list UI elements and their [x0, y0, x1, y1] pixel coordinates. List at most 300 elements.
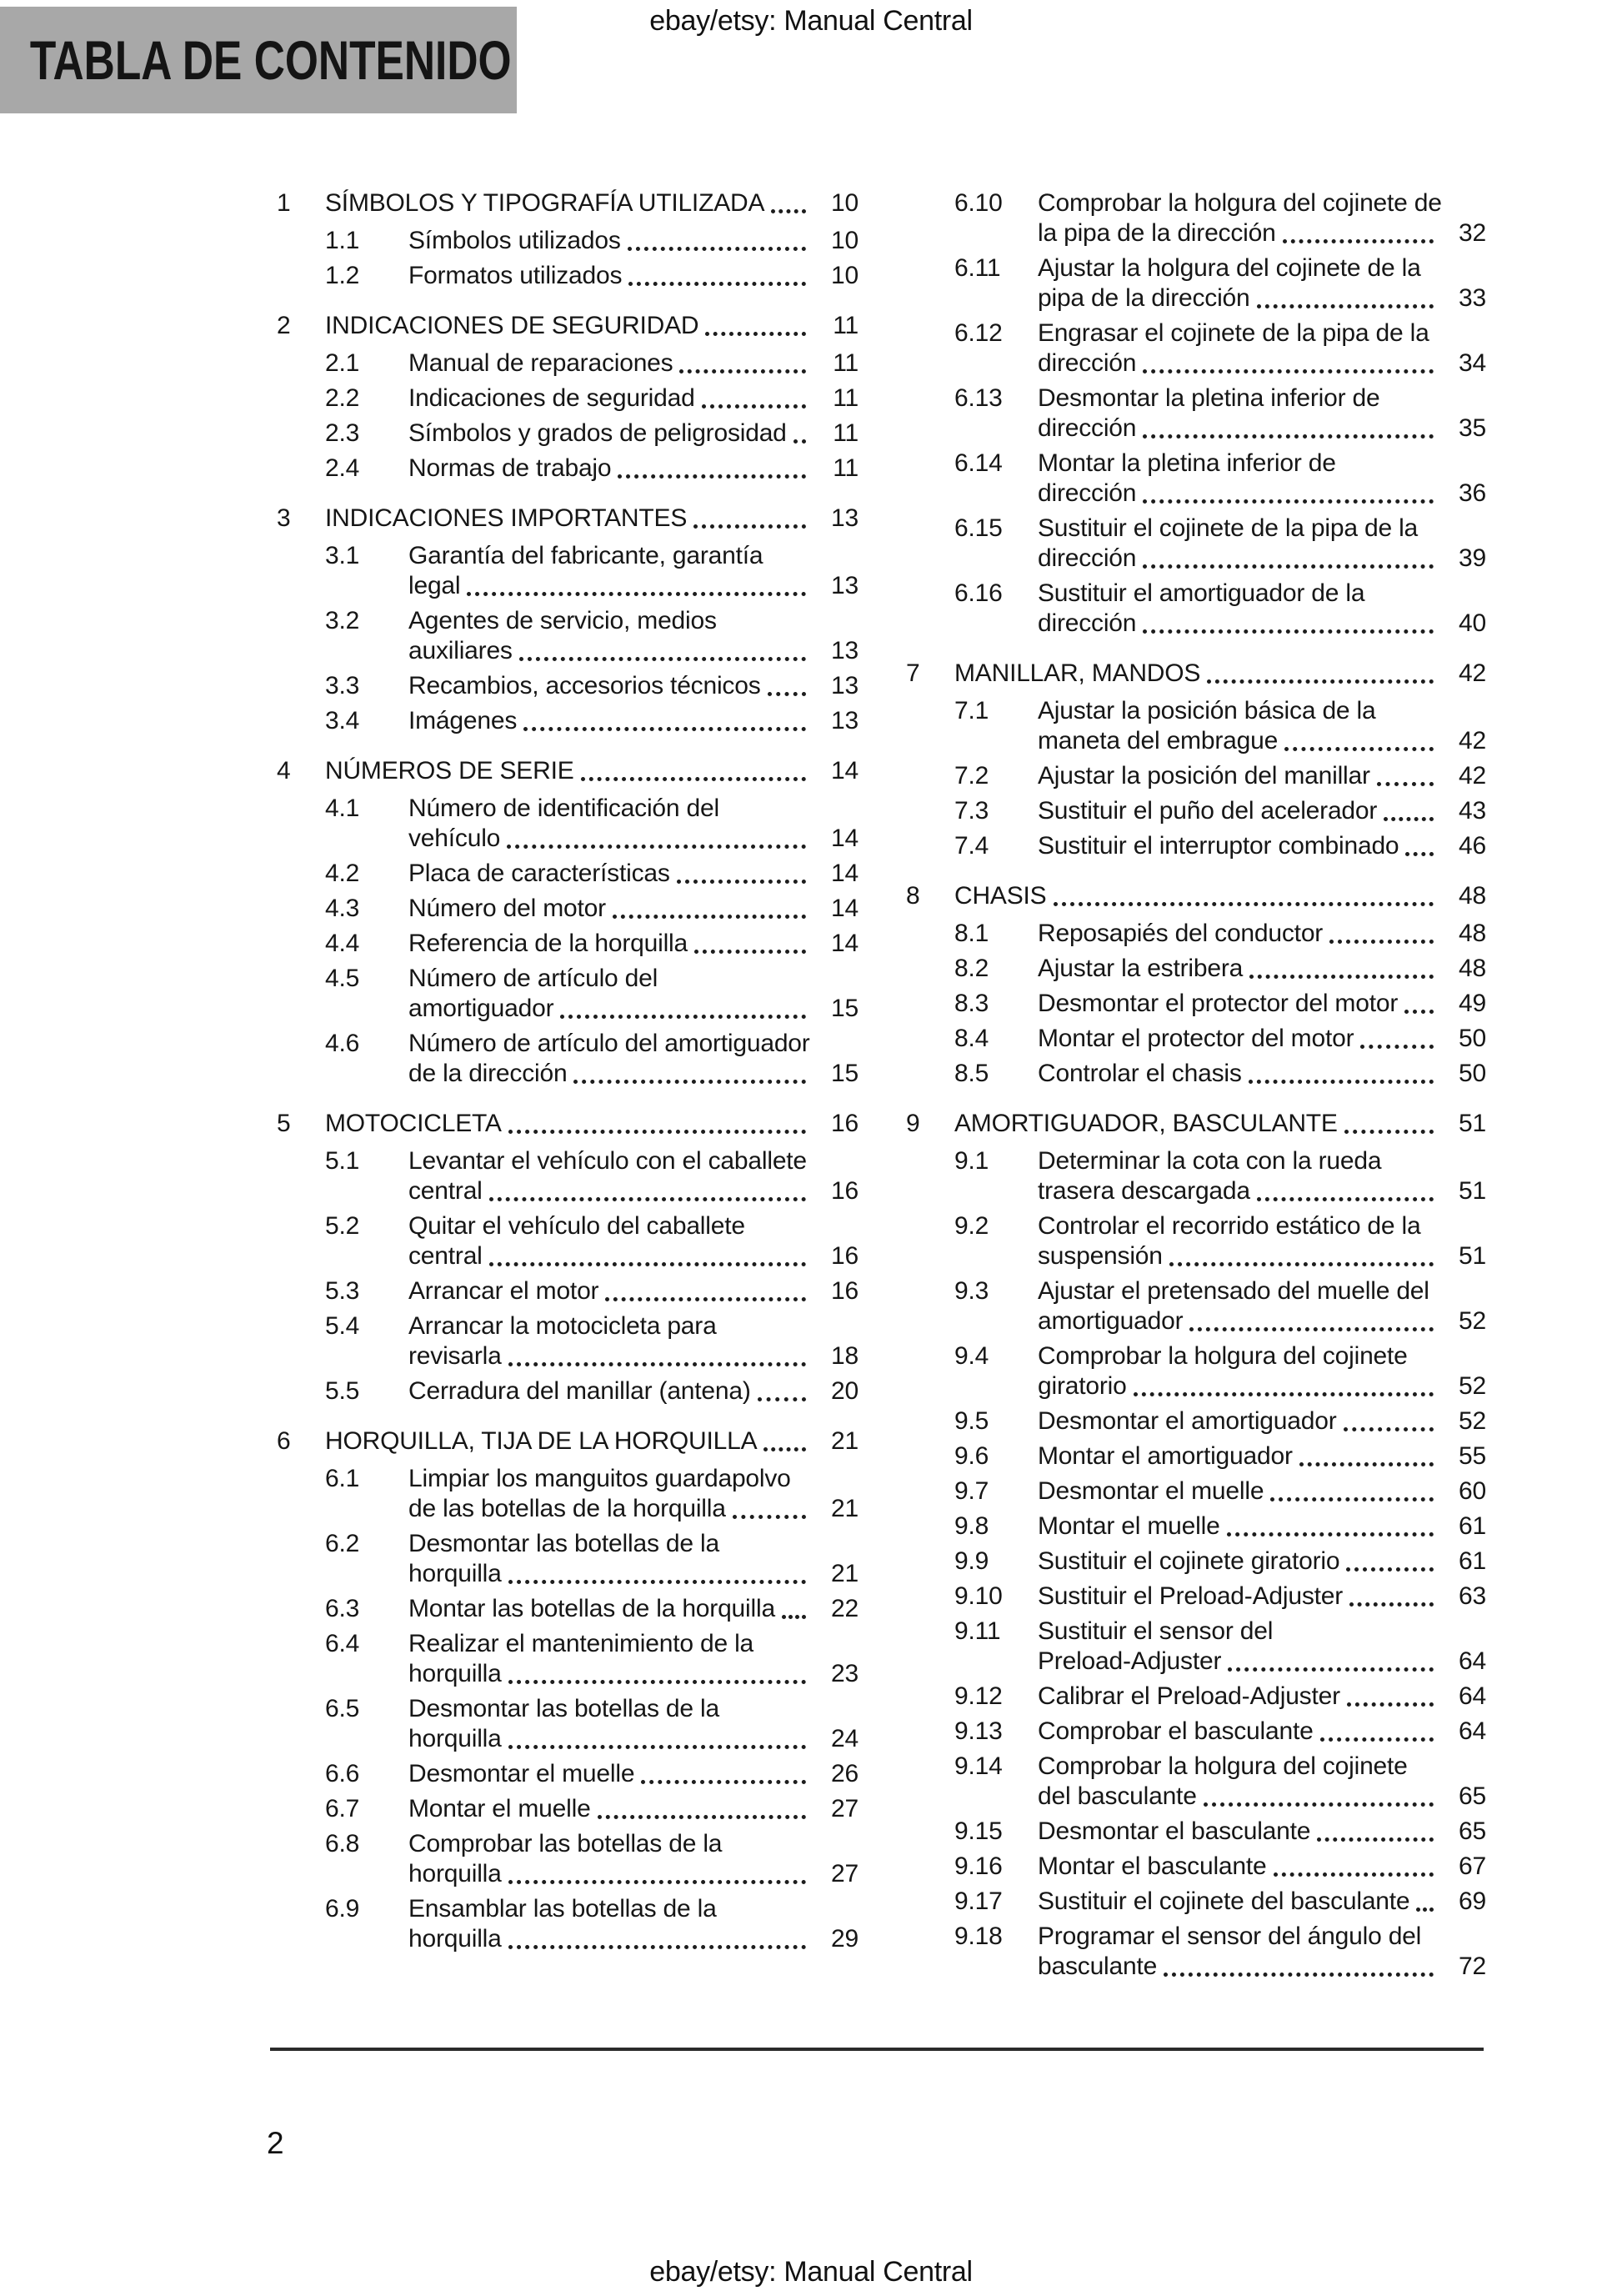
toc-entry-number: 2.2 — [325, 384, 360, 412]
footer-page-number: 2 — [267, 2126, 284, 2160]
toc-entry-number: 2.4 — [325, 454, 360, 482]
toc-entry-number: 9.10 — [954, 1582, 1003, 1610]
toc-sub-entry — [954, 696, 1486, 756]
toc-sub-entry — [325, 859, 859, 889]
toc-entry-text: Desmontar las botellas de la — [408, 1695, 719, 1722]
toc-entry-number: 3.2 — [325, 607, 360, 634]
toc-page-number: 11 — [833, 312, 859, 339]
toc-sub-entry — [954, 1211, 1486, 1271]
toc-entry-number: 9.4 — [954, 1342, 989, 1370]
toc-page-number: 29 — [831, 1925, 859, 1953]
toc-entry-text: Programar el sensor del ángulo del — [1038, 1923, 1422, 1950]
toc-page-number: 13 — [831, 572, 859, 599]
toc-entry-text: Número del motor — [408, 895, 606, 922]
toc-page-number: 51 — [1459, 1242, 1486, 1270]
dot-leader — [1054, 881, 1434, 906]
toc-page-number: 24 — [831, 1725, 859, 1752]
toc-entry-number: 4 — [277, 757, 291, 785]
toc-page-number: 10 — [831, 189, 859, 217]
toc-entry-text: de las botellas de la horquilla — [408, 1495, 726, 1522]
toc-entry-number: 1.1 — [325, 227, 360, 254]
toc-sub-entry — [954, 1817, 1486, 1847]
toc-entry-number: 5.5 — [325, 1377, 360, 1405]
toc-entry-number: 8.1 — [954, 920, 989, 947]
toc-entry-text: auxiliares — [408, 637, 513, 664]
page-heading: TABLA DE CONTENIDO — [29, 29, 512, 91]
dot-leader — [1360, 1024, 1434, 1049]
toc-page-number: 64 — [1459, 1647, 1486, 1675]
toc-entry-text: del basculante — [1038, 1782, 1197, 1810]
dot-leader — [793, 419, 806, 444]
toc-entry-text: Calibrar el Preload-Adjuster — [1038, 1682, 1340, 1710]
toc-entry-text: AMORTIGUADOR, BASCULANTE — [954, 1110, 1338, 1137]
dot-leader — [1377, 761, 1434, 786]
toc-entry-text: INDICACIONES DE SEGURIDAD — [325, 312, 699, 339]
toc-sub-entry — [325, 1594, 859, 1624]
toc-entry-text: Preload-Adjuster — [1038, 1647, 1222, 1675]
toc-entry-text: Comprobar la holgura del cojinete — [1038, 1752, 1408, 1780]
toc-entry-text: Número de identificación del — [408, 795, 719, 822]
toc-page-number: 36 — [1459, 479, 1486, 507]
toc-entry-number: 9 — [906, 1110, 920, 1137]
dot-leader — [519, 636, 806, 661]
toc-page-number: 21 — [831, 1495, 859, 1522]
toc-page-number: 43 — [1459, 797, 1486, 825]
toc-sub-entry — [954, 919, 1486, 949]
toc-page-number: 27 — [831, 1860, 859, 1887]
dot-leader — [771, 188, 806, 213]
dot-leader — [598, 1794, 806, 1819]
toc-entry-text: Sustituir el Preload-Adjuster — [1038, 1582, 1344, 1610]
toc-entry-number: 2.3 — [325, 419, 360, 447]
toc-page-number: 14 — [831, 895, 859, 922]
toc-entry-text: Montar el muelle — [408, 1795, 591, 1822]
toc-entry-text: Ajustar la estribera — [1038, 955, 1244, 982]
toc-sub-entry — [954, 1341, 1486, 1401]
toc-entry-number: 8.5 — [954, 1060, 989, 1087]
toc-section-entry — [277, 188, 859, 218]
toc-entry-text: Símbolos y grados de peligrosidad — [408, 419, 787, 447]
toc-page-number: 10 — [831, 262, 859, 289]
dot-leader — [694, 929, 806, 954]
toc-entry-text: suspensión — [1038, 1242, 1163, 1270]
toc-entry-text: Quitar el vehículo del caballete — [408, 1212, 745, 1240]
dot-leader — [605, 1276, 806, 1301]
toc-entry-number: 9.7 — [954, 1477, 989, 1505]
toc-entry-number: 9.2 — [954, 1212, 989, 1240]
toc-entry-text: horquilla — [408, 1860, 502, 1887]
dot-leader — [489, 1241, 806, 1266]
toc-entry-text: Indicaciones de seguridad — [408, 384, 695, 412]
toc-entry-text: MOTOCICLETA — [325, 1110, 502, 1137]
dot-leader — [560, 994, 806, 1019]
toc-entry-text: Desmontar el protector del motor — [1038, 990, 1399, 1017]
dot-leader — [1384, 796, 1434, 821]
toc-sub-entry — [325, 348, 859, 378]
toc-sub-entry — [325, 1829, 859, 1889]
toc-entry-number: 9.15 — [954, 1817, 1003, 1845]
toc-entry-text: Reposapiés del conductor — [1038, 920, 1324, 947]
toc-entry-number: 8.3 — [954, 990, 989, 1017]
toc-section-entry — [277, 1109, 859, 1139]
dot-leader — [1189, 1306, 1434, 1331]
toc-entry-text: INDICACIONES IMPORTANTES — [325, 504, 688, 532]
toc-page-number: 15 — [831, 995, 859, 1022]
dot-leader — [1257, 1176, 1434, 1201]
toc-sub-entry — [954, 1511, 1486, 1542]
toc-page-number: 21 — [831, 1427, 859, 1455]
toc-sub-entry — [954, 318, 1486, 378]
toc-sub-entry — [325, 929, 859, 959]
toc-entry-number: 6.5 — [325, 1695, 360, 1722]
toc-column-left — [277, 188, 859, 1954]
dot-leader — [581, 756, 806, 781]
toc-page-number: 11 — [833, 454, 859, 482]
toc-page-number: 61 — [1459, 1547, 1486, 1575]
toc-page-number: 16 — [831, 1242, 859, 1270]
toc-entry-text: Número de artículo del — [408, 965, 658, 992]
dot-leader — [1416, 1887, 1434, 1912]
toc-sub-entry — [325, 226, 859, 256]
toc-entry-text: dirección — [1038, 544, 1137, 572]
toc-entry-text: Montar el amortiguador — [1038, 1442, 1293, 1470]
toc-page-number: 72 — [1459, 1953, 1486, 1980]
toc-page-number: 13 — [831, 504, 859, 532]
toc-page-number: 23 — [831, 1660, 859, 1687]
dot-leader — [523, 706, 806, 731]
dot-leader — [508, 1559, 806, 1584]
toc-page-number: 13 — [831, 707, 859, 734]
toc-page-number: 34 — [1459, 349, 1486, 377]
toc-entry-number: 9.5 — [954, 1407, 989, 1435]
toc-sub-entry — [325, 1376, 859, 1406]
dot-leader — [677, 859, 806, 884]
toc-entry-text: Montar el protector del motor — [1038, 1025, 1354, 1052]
toc-sub-entry — [954, 188, 1486, 248]
dot-leader — [508, 1341, 806, 1366]
toc-entry-number: 6.1 — [325, 1465, 360, 1492]
toc-entry-text: Sustituir el interruptor combinado — [1038, 832, 1399, 860]
toc-entry-number: 6.13 — [954, 384, 1003, 412]
toc-page-number: 42 — [1459, 727, 1486, 754]
toc-sub-entry — [954, 1752, 1486, 1812]
toc-entry-number: 6.10 — [954, 189, 1003, 217]
toc-entry-number: 4.4 — [325, 930, 360, 957]
toc-sub-entry — [954, 1476, 1486, 1506]
dot-leader — [1317, 1817, 1434, 1842]
toc-entry-number: 1 — [277, 189, 291, 217]
toc-sub-entry — [954, 989, 1486, 1019]
dot-leader — [1249, 954, 1434, 979]
toc-entry-number: 6.9 — [325, 1895, 360, 1923]
toc-page-number: 11 — [833, 419, 859, 447]
toc-entry-number: 4.1 — [325, 795, 360, 822]
toc-entry-number: 9.3 — [954, 1277, 989, 1305]
toc-page-number: 26 — [831, 1760, 859, 1787]
dot-leader — [508, 1924, 806, 1949]
dot-leader — [705, 311, 806, 336]
toc-entry-text: dirección — [1038, 349, 1137, 377]
toc-entry-number: 2 — [277, 312, 291, 339]
toc-entry-number: 3.4 — [325, 707, 360, 734]
dot-leader — [507, 824, 806, 849]
toc-entry-text: central — [408, 1242, 483, 1270]
toc-entry-text: amortiguador — [1038, 1307, 1184, 1335]
toc-entry-text: Recambios, accesorios técnicos — [408, 672, 761, 699]
toc-sub-entry — [954, 1682, 1486, 1712]
toc-sub-entry — [954, 1406, 1486, 1436]
toc-sub-entry — [325, 1464, 859, 1524]
toc-sub-entry — [325, 794, 859, 854]
toc-page-number: 61 — [1459, 1512, 1486, 1540]
toc-entry-text: Garantía del fabricante, garantía — [408, 542, 763, 569]
toc-entry-text: central — [408, 1177, 483, 1205]
toc-entry-text: Comprobar el basculante — [1038, 1717, 1314, 1745]
toc-entry-text: Controlar el recorrido estático de la — [1038, 1212, 1421, 1240]
toc-entry-text: Normas de trabajo — [408, 454, 612, 482]
toc-section-entry — [906, 881, 1486, 911]
toc-entry-text: Número de artículo del amortiguador — [408, 1030, 810, 1057]
toc-entry-number: 1.2 — [325, 262, 360, 289]
toc-entry-number: 9.8 — [954, 1512, 989, 1540]
toc-page-number: 14 — [831, 930, 859, 957]
toc-sub-entry — [954, 1582, 1486, 1612]
toc-page-number: 52 — [1459, 1407, 1486, 1435]
toc-entry-number: 6.15 — [954, 514, 1003, 542]
toc-sub-entry — [325, 706, 859, 736]
dot-leader — [1284, 726, 1434, 751]
toc-entry-text: dirección — [1038, 479, 1137, 507]
dot-leader — [489, 1176, 806, 1201]
toc-entry-number: 6.2 — [325, 1530, 360, 1557]
toc-entry-number: 5.1 — [325, 1147, 360, 1175]
toc-sub-entry — [954, 1922, 1486, 1982]
toc-page-number: 65 — [1459, 1782, 1486, 1810]
toc-entry-number: 7.4 — [954, 832, 989, 860]
dot-leader — [768, 671, 806, 696]
dot-leader — [1228, 1647, 1434, 1672]
dot-leader — [1346, 1547, 1434, 1572]
toc-page-number: 60 — [1459, 1477, 1486, 1505]
toc-entry-number: 9.9 — [954, 1547, 989, 1575]
toc-entry-text: Montar el muelle — [1038, 1512, 1220, 1540]
dot-leader — [1143, 414, 1434, 439]
dot-leader — [763, 1426, 806, 1451]
dot-leader — [508, 1859, 806, 1884]
toc-entry-text: Desmontar el basculante — [1038, 1817, 1311, 1845]
toc-page-number: 51 — [1459, 1177, 1486, 1205]
toc-page-number: 22 — [831, 1595, 859, 1622]
toc-sub-entry — [954, 1617, 1486, 1677]
toc-entry-number: 6.12 — [954, 319, 1003, 347]
toc-entry-text: dirección — [1038, 609, 1137, 637]
toc-page-number: 40 — [1459, 609, 1486, 637]
toc-entry-number: 7.2 — [954, 762, 989, 790]
dot-leader — [1143, 479, 1434, 504]
toc-entry-text: Ajustar la holgura del cojinete de la — [1038, 254, 1421, 282]
toc-sub-entry — [325, 384, 859, 414]
toc-entry-number: 4.2 — [325, 860, 360, 887]
toc-sub-entry — [325, 1146, 859, 1206]
dot-leader — [1169, 1241, 1434, 1266]
toc-entry-text: Ensamblar las botellas de la — [408, 1895, 717, 1923]
toc-page-number: 16 — [831, 1110, 859, 1137]
toc-entry-number: 6.3 — [325, 1595, 360, 1622]
dot-leader — [1299, 1441, 1434, 1466]
toc-entry-text: Engrasar el cojinete de la pipa de la — [1038, 319, 1429, 347]
toc-entry-number: 9.13 — [954, 1717, 1003, 1745]
toc-entry-text: Sustituir el cojinete giratorio — [1038, 1547, 1340, 1575]
toc-sub-entry — [325, 1211, 859, 1271]
toc-entry-text: dirección — [1038, 414, 1137, 442]
toc-entry-number: 5.4 — [325, 1312, 360, 1340]
toc-entry-text: maneta del embrague — [1038, 727, 1279, 754]
toc-entry-number: 9.18 — [954, 1923, 1003, 1950]
dot-leader — [1405, 831, 1434, 856]
toc-entry-text: amortiguador — [408, 995, 554, 1022]
toc-section-entry — [277, 756, 859, 786]
toc-page-number: 11 — [833, 384, 859, 412]
toc-page-number: 50 — [1459, 1025, 1486, 1052]
dot-leader — [1257, 283, 1434, 308]
toc-entry-number: 8.4 — [954, 1025, 989, 1052]
dot-leader — [508, 1659, 806, 1684]
dot-leader — [702, 384, 806, 409]
toc-entry-text: vehículo — [408, 825, 501, 852]
dot-leader — [508, 1724, 806, 1749]
toc-entry-text: Montar el basculante — [1038, 1852, 1267, 1880]
toc-entry-number: 4.5 — [325, 965, 360, 992]
dot-leader — [467, 571, 806, 596]
toc-entry-text: Agentes de servicio, medios — [408, 607, 717, 634]
toc-sub-entry — [954, 449, 1486, 509]
toc-entry-text: Desmontar el amortiguador — [1038, 1407, 1337, 1435]
dot-leader — [1329, 919, 1434, 944]
toc-entry-text: horquilla — [408, 1660, 502, 1687]
toc-entry-text: Símbolos utilizados — [408, 227, 621, 254]
toc-entry-number: 6.14 — [954, 449, 1003, 477]
toc-sub-entry — [954, 1276, 1486, 1336]
toc-page-number: 21 — [831, 1560, 859, 1587]
toc-entry-number: 4.6 — [325, 1030, 360, 1057]
dot-leader — [1204, 1782, 1434, 1807]
toc-sub-entry — [954, 1146, 1486, 1206]
dot-leader — [758, 1376, 806, 1401]
toc-page-number: 14 — [831, 860, 859, 887]
toc-entry-text: trasera descargada — [1038, 1177, 1250, 1205]
toc-entry-number: 5.2 — [325, 1212, 360, 1240]
toc-sub-entry — [325, 1759, 859, 1789]
toc-sub-entry — [954, 514, 1486, 574]
toc-page-number: 63 — [1459, 1582, 1486, 1610]
toc-entry-text: horquilla — [408, 1725, 502, 1752]
dot-leader — [1249, 1059, 1434, 1084]
toc-entry-text: Desmontar el muelle — [408, 1760, 635, 1787]
toc-entry-text: Comprobar la holgura del cojinete — [1038, 1342, 1408, 1370]
dot-leader — [573, 1059, 806, 1084]
toc-entry-number: 9.14 — [954, 1752, 1003, 1780]
toc-entry-number: 9.1 — [954, 1147, 989, 1175]
toc-sub-entry — [954, 1441, 1486, 1471]
toc-page-number: 39 — [1459, 544, 1486, 572]
toc-entry-number: 3 — [277, 504, 291, 532]
dot-leader — [1349, 1582, 1434, 1607]
toc-page-number: 11 — [833, 349, 859, 377]
dot-leader — [1227, 1511, 1434, 1537]
toc-sub-entry — [325, 1029, 859, 1089]
toc-sub-entry — [954, 1024, 1486, 1054]
toc-entry-text: SÍMBOLOS Y TIPOGRAFÍA UTILIZADA — [325, 189, 765, 217]
toc-entry-text: horquilla — [408, 1925, 502, 1953]
toc-entry-number: 3.3 — [325, 672, 360, 699]
toc-entry-number: 9.17 — [954, 1887, 1003, 1915]
dot-leader — [1143, 544, 1434, 569]
toc-entry-number: 6.7 — [325, 1795, 360, 1822]
toc-entry-text: Sustituir el puño del acelerador — [1038, 797, 1378, 825]
dot-leader — [628, 226, 806, 251]
toc-entry-text: revisarla — [408, 1342, 502, 1370]
toc-entry-number: 2.1 — [325, 349, 360, 377]
toc-page-number: 13 — [831, 637, 859, 664]
dot-leader — [679, 348, 806, 373]
toc-page-number: 20 — [831, 1377, 859, 1405]
toc-entry-text: Cerradura del manillar (antena) — [408, 1377, 751, 1405]
toc-entry-text: giratorio — [1038, 1372, 1127, 1400]
toc-page-number: 42 — [1459, 762, 1486, 790]
toc-column-right — [906, 188, 1486, 1982]
toc-page-number: 48 — [1459, 920, 1486, 947]
toc-entry-text: Controlar el chasis — [1038, 1060, 1242, 1087]
footer-divider — [270, 2048, 1484, 2051]
dot-leader — [693, 504, 806, 529]
toc-sub-entry — [954, 831, 1486, 861]
dot-leader — [618, 454, 806, 479]
toc-page-number: 55 — [1459, 1442, 1486, 1470]
toc-page-number: 69 — [1459, 1887, 1486, 1915]
toc-entry-text: Montar las botellas de la horquilla — [408, 1595, 775, 1622]
toc-sub-entry — [325, 671, 859, 701]
page-heading-box — [0, 7, 517, 113]
toc-sub-entry — [954, 796, 1486, 826]
toc-section-entry — [906, 659, 1486, 689]
toc-sub-entry — [954, 1717, 1486, 1747]
dot-leader — [1283, 218, 1434, 243]
toc-sub-entry — [954, 954, 1486, 984]
toc-page-number: 52 — [1459, 1372, 1486, 1400]
toc-page-number: 14 — [831, 757, 859, 785]
dot-leader — [1270, 1476, 1434, 1501]
toc-entry-text: Ajustar la posición del manillar — [1038, 762, 1370, 790]
toc-sub-entry — [325, 1529, 859, 1589]
toc-page-number: 32 — [1459, 219, 1486, 247]
toc-page-number: 49 — [1459, 990, 1486, 1017]
toc-sub-entry — [325, 454, 859, 484]
toc-page-number: 33 — [1459, 284, 1486, 312]
toc-sub-entry — [954, 761, 1486, 791]
dot-leader — [1164, 1952, 1434, 1977]
dot-leader — [1347, 1682, 1434, 1707]
toc-entry-number: 4.3 — [325, 895, 360, 922]
toc-entry-text: Imágenes — [408, 707, 518, 734]
toc-page-number: 64 — [1459, 1717, 1486, 1745]
toc-entry-number: 9.12 — [954, 1682, 1003, 1710]
toc-entry-text: Sustituir el amortiguador de la — [1038, 579, 1365, 607]
toc-page-number: 13 — [831, 672, 859, 699]
toc-entry-text: Desmontar el muelle — [1038, 1477, 1264, 1505]
toc-sub-entry — [954, 253, 1486, 313]
toc-page-number: 27 — [831, 1795, 859, 1822]
toc-sub-entry — [954, 1547, 1486, 1577]
